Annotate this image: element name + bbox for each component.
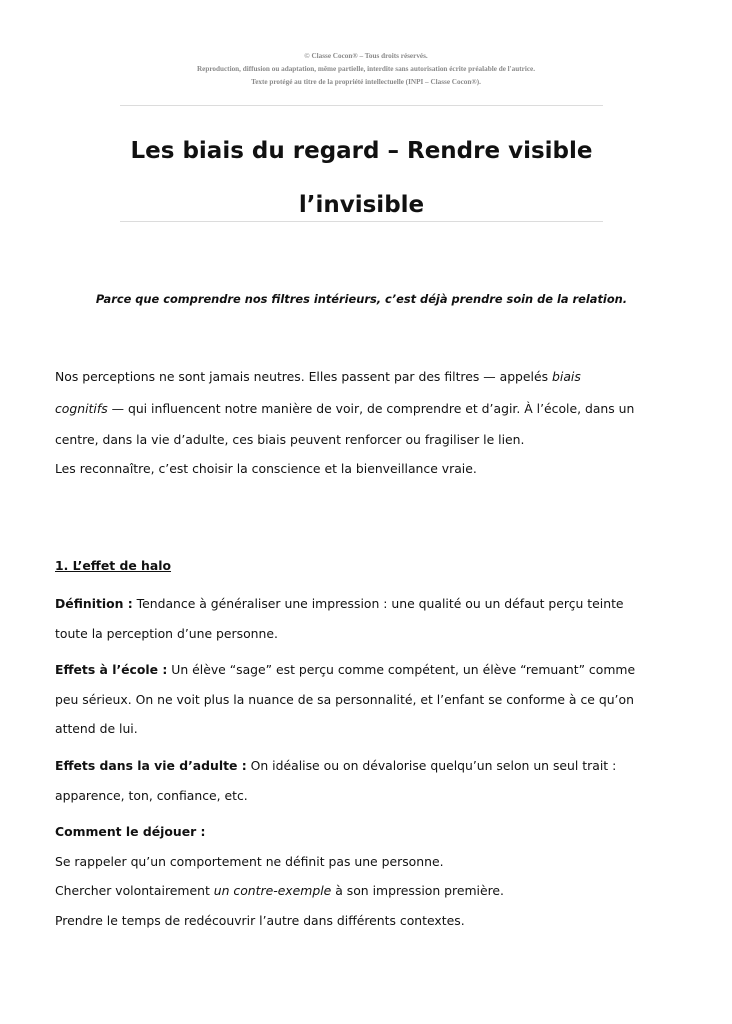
counter-tip: Se rappeler qu’un comportement ne définit pas une personne. (55, 853, 444, 869)
intro-text: — qui influencent notre manière de voir, de comprendre et d’agir. À l’école, dans un (107, 400, 635, 416)
definition-block (55, 589, 675, 648)
tip-text: à son impression première. (331, 883, 504, 898)
page-title (60, 124, 663, 232)
definition-label: Définition : (55, 596, 133, 611)
intro-line (55, 361, 675, 393)
counter-label-text: Comment le déjouer : (55, 824, 206, 839)
adult-text: On idéalise ou on dévalorise quelqu’un selon un seul trait : (246, 758, 617, 773)
definition-line: toute la perception d’une personne. (55, 625, 278, 641)
school-line (55, 655, 675, 685)
adult-line (55, 751, 675, 781)
page-title-line-2: l’invisible (298, 192, 425, 218)
copyright-line: Texte protégé au titre de la propriété intellectuelle (INPI – Classe Cocon®). (251, 78, 481, 86)
counter-strategies-block (55, 817, 675, 935)
adult-effects-block (55, 751, 675, 810)
definition-text: Tendance à généraliser une impression : une qualité ou un défaut perçu teinte (132, 596, 624, 611)
adult-line: apparence, ton, confiance, etc. (55, 787, 248, 803)
counter-label (55, 817, 675, 847)
intro-line: centre, dans la vie d’adulte, ces biais peuvent renforcer ou fragiliser le lien. (55, 432, 525, 447)
school-text: Un élève “sage” est perçu comme compétent, un élève “remuant” comme (167, 662, 636, 677)
intro-paragraph (55, 361, 675, 484)
school-effects-block (55, 655, 675, 744)
school-line: peu sérieux. On ne voit plus la nuance de sa personnalité, et l’enfant se conforme à ce qu’on (55, 691, 634, 707)
tagline: Parce que comprendre nos filtres intérieurs, c’est déjà prendre soin de la relation. (95, 292, 628, 306)
intro-line (55, 393, 675, 425)
copyright-line: © Classe Cocon® – Tous droits réservés. (304, 52, 428, 60)
copyright-line: Reproduction, diffusion ou adaptation, même partielle, interdite sans autorisation écrite préalable de l'autrice. (196, 65, 536, 73)
intro-text: Nos perceptions ne sont jamais neutres. Elles passent par des filtres — appelés (55, 369, 553, 384)
header-divider (120, 105, 603, 106)
copyright-notice (120, 50, 612, 89)
counter-tip (55, 876, 675, 906)
intro-italic: cognitifs (55, 400, 108, 416)
intro-italic: biais (552, 369, 581, 384)
definition-line (55, 589, 675, 619)
title-divider (120, 221, 603, 222)
school-label: Effets à l’école : (55, 662, 168, 677)
tip-italic: un contre-exemple (213, 883, 332, 898)
section-heading: 1. L’effet de halo (55, 558, 172, 573)
adult-label: Effets dans la vie d’adulte : (55, 758, 247, 773)
tip-text: Chercher volontairement (55, 883, 214, 898)
counter-tip: Prendre le temps de redécouvrir l’autre dans différents contextes. (55, 912, 465, 928)
school-line: attend de lui. (55, 721, 138, 736)
page-title-line-1: Les biais du regard – Rendre visible (130, 138, 593, 164)
intro-line: Les reconnaître, c’est choisir la conscience et la bienveillance vraie. (55, 460, 477, 476)
